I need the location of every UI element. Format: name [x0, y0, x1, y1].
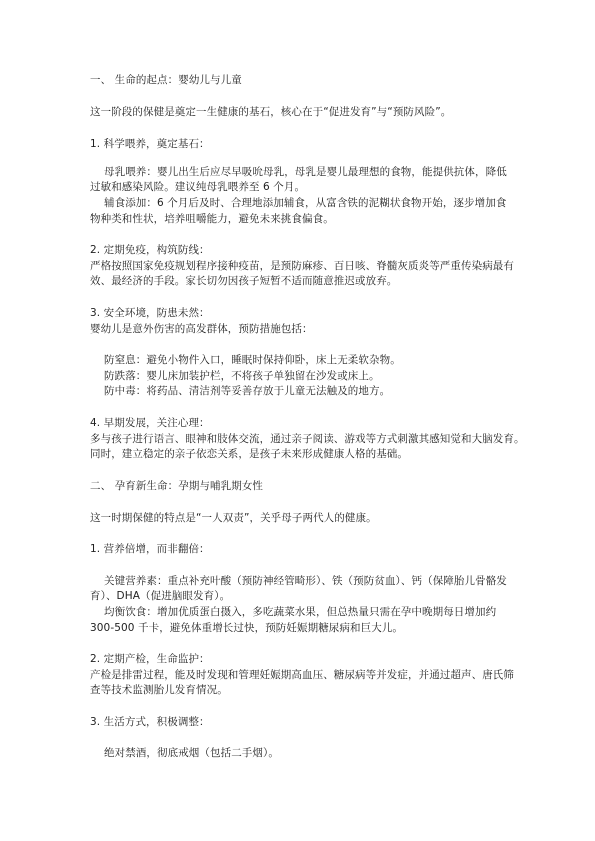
- section1-item4-title: 4. 早期发展，关注心理：: [90, 417, 210, 429]
- section1-item3-line: 防窒息：避免小物件入口，睡眠时保持仰卧，床上无柔软杂物。: [104, 354, 401, 366]
- section1-item1-title: 1. 科学喂养，奠定基石：: [90, 138, 210, 150]
- section1-intro: 这一阶段的保健是奠定一生健康的基石，核心在于“促进发育”与“预防风险”。: [90, 106, 452, 118]
- section1-item1-line: 过敏和感染风险。建议纯母乳喂养至 6 个月。: [90, 181, 306, 193]
- section1-item3-intro: 婴幼儿是意外伤害的高发群体，预防措施包括：: [90, 323, 313, 335]
- section1-title: 一、 生命的起点：婴幼儿与儿童: [90, 74, 242, 86]
- section2-item1-line: 均衡饮食：增加优质蛋白摄入，多吃蔬菜水果，但总热量只需在孕中晚期每日增加约: [104, 606, 497, 618]
- section1-item4-line: 多与孩子进行语言、眼神和肢体交流，通过亲子阅读、游戏等方式刺激其感知觉和大脑发育。: [90, 433, 525, 445]
- section1-item2-title: 2. 定期免疫，构筑防线：: [90, 244, 210, 256]
- section2-item1-line: 育）、DHA（促进脑眼发育）。: [90, 590, 231, 602]
- section2-item2-line: 产检是排雷过程，能及时发现和管理妊娠期高血压、糖尿病等并发症，并通过超声、唐氏筛: [90, 669, 514, 681]
- section2-title: 二、 孕育新生命：孕期与哺乳期女性: [90, 480, 264, 492]
- section1-item2-line: 效、最经济的手段。家长切勿因孩子短暂不适而随意推迟或放弃。: [90, 275, 398, 287]
- section1-item3-title: 3. 安全环境，防患未然：: [90, 307, 210, 319]
- section2-item1-line: 关键营养素：重点补充叶酸（预防神经管畸形）、铁（预防贫血）、钙（保障胎儿骨骼发: [104, 575, 507, 587]
- section1-item3-line: 防中毒：将药品、清洁剂等妥善存放于儿童无法触及的地方。: [104, 385, 391, 397]
- section1-item4-line: 同时，建立稳定的亲子依恋关系，是孩子未来形成健康人格的基础。: [90, 448, 408, 460]
- section1-item2-line: 严格按照国家免疫规划程序接种疫苗，是预防麻疹、百日咳、脊髓灰质炎等严重传染病最有: [90, 260, 514, 272]
- section2-item3-line: 绝对禁酒，彻底戒烟（包括二手烟）。: [104, 747, 279, 759]
- section2-item1-line: 300-500 千卡，避免体重增长过快，预防妊娠期糖尿病和巨大儿。: [90, 622, 404, 634]
- section2-item2-line: 查等技术监测胎儿发育情况。: [90, 684, 228, 696]
- section2-item1-title: 1. 营养倍增，而非翻倍：: [90, 543, 210, 555]
- section2-intro: 这一时期保健的特点是“一人双责”，关乎母子两代人的健康。: [90, 512, 377, 524]
- section1-item1-line: 辅食添加：6 个月后及时、合理地添加辅食，从富含铁的泥糊状食物开始，逐步增加食: [104, 197, 507, 209]
- section1-item1-line: 物种类和性状，培养咀嚼能力，避免未来挑食偏食。: [90, 213, 334, 225]
- section2-item3-title: 3. 生活方式，积极调整：: [90, 716, 210, 728]
- section1-item3-line: 防跌落：婴儿床加装护栏，不将孩子单独留在沙发或床上。: [104, 370, 380, 382]
- section2-item2-title: 2. 定期产检，生命监护：: [90, 653, 210, 665]
- section1-item1-line: 母乳喂养：婴儿出生后应尽早吸吮母乳，母乳是婴儿最理想的食物，能提供抗体，降低: [104, 166, 507, 178]
